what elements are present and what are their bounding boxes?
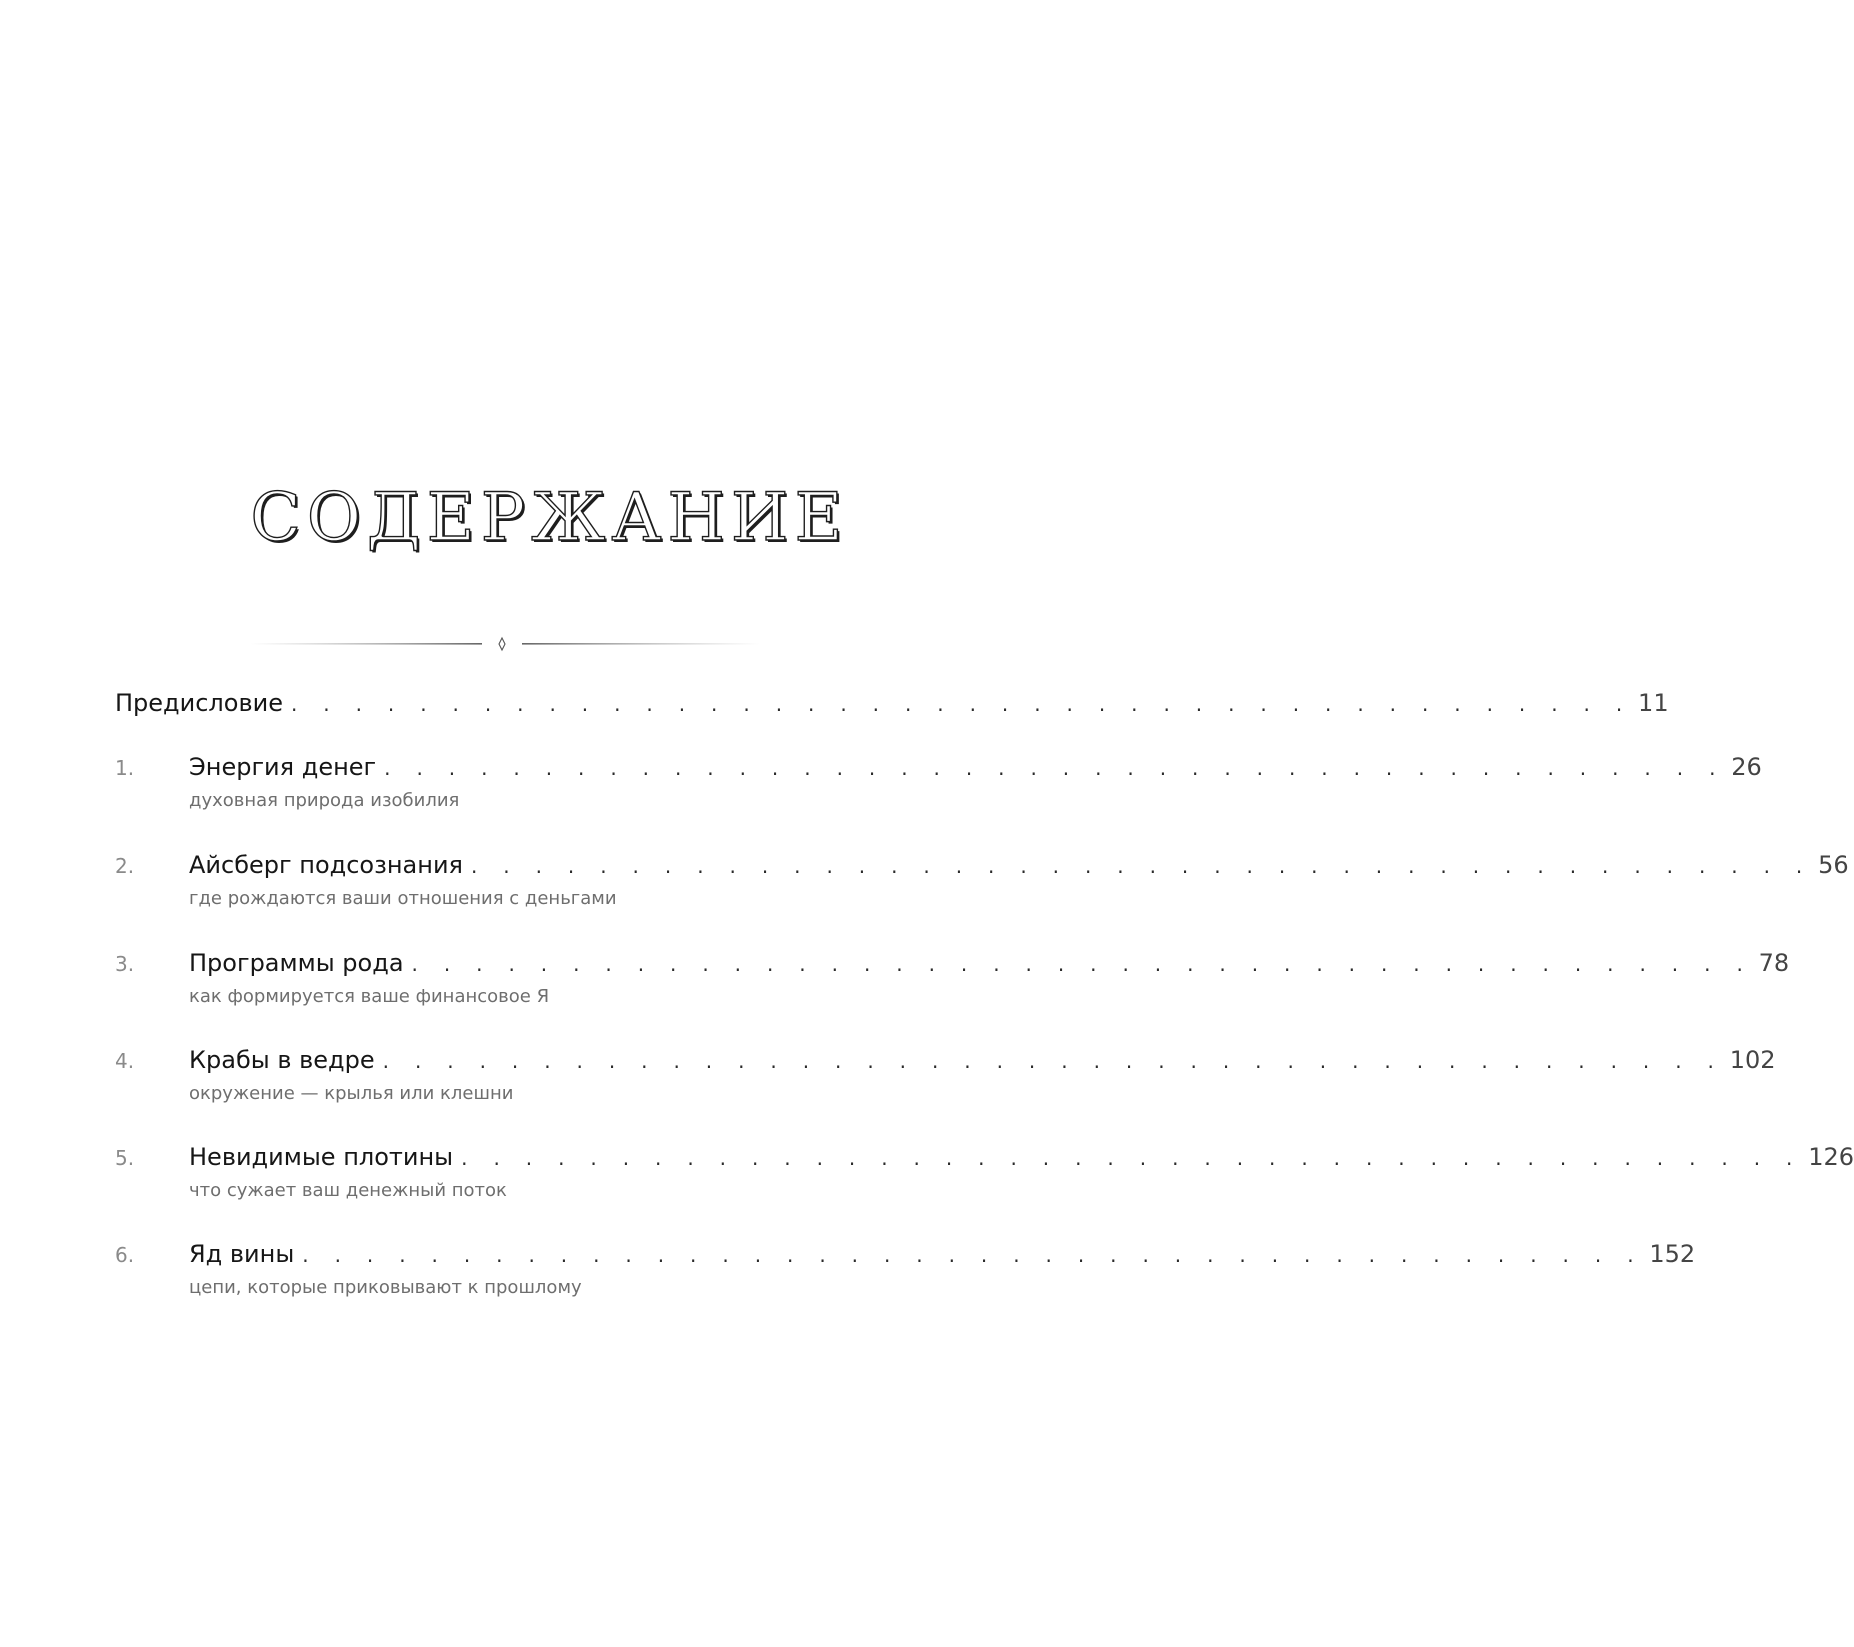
toc-entry-title: Энергия денег — [189, 753, 377, 781]
chapter-subtitle: окружение — крылья или клешни — [189, 1083, 514, 1104]
dot-leader: . . . . . . . . . . . . . . . . . . . . . . . . . . . . . . . . . . . . . . . . . . — [470, 854, 1813, 878]
toc-entry-page-number: 78 — [1758, 949, 1790, 977]
dot-leader: . . . . . . . . . . . . . . . . . . . . . . . . . . . . . . . . . . . . . . . . . . — [411, 952, 1753, 976]
chapter-subtitle: где рождаются ваши отношения с деньгами — [189, 888, 617, 909]
toc-entry-page-number: 152 — [1649, 1240, 1696, 1268]
chapter-number: 1. — [115, 756, 135, 780]
dot-leader: . . . . . . . . . . . . . . . . . . . . . . . . . . . . . . . . . . . . . . . . . . — [382, 1049, 1724, 1073]
toc-entry-title: Яд вины — [189, 1240, 295, 1268]
toc-entry-title: Айсберг подсознания — [189, 851, 463, 879]
toc-entry-title: Предисловие — [115, 689, 283, 717]
page-title: СОДЕРЖАНИЕ — [250, 479, 849, 556]
chapter-number: 6. — [115, 1243, 135, 1267]
chapter-number: 3. — [115, 952, 135, 976]
chapter-number: 5. — [115, 1146, 135, 1170]
dot-leader: . . . . . . . . . . . . . . . . . . . . . . . . . . . . . . . . . . . . . . . . . . — [290, 692, 1633, 716]
toc-entry-page-number: 11 — [1638, 689, 1669, 717]
toc-entry-page-number: 102 — [1729, 1046, 1776, 1074]
chapter-subtitle: как формируется ваше финансовое Я — [189, 986, 550, 1007]
toc-entry-chapter-1[interactable] — [115, 750, 1762, 784]
chapter-subtitle: цепи, которые приковывают к прошлому — [189, 1277, 582, 1298]
chapter-subtitle: что сужает ваш денежный поток — [189, 1180, 507, 1201]
chapter-number: 2. — [115, 854, 135, 878]
dot-leader: . . . . . . . . . . . . . . . . . . . . . . . . . . . . . . . . . . . . . . . . . . — [384, 756, 1726, 780]
toc-entry-page-number: 56 — [1818, 851, 1849, 879]
toc-entry-chapter-3[interactable] — [115, 946, 1790, 980]
toc-entry-title: Крабы в ведре — [189, 1046, 375, 1074]
chapter-subtitle: духовная природа изобилия — [189, 790, 460, 811]
toc-entry-chapter-2[interactable] — [115, 848, 1849, 882]
dot-leader: . . . . . . . . . . . . . . . . . . . . . . . . . . . . . . . . . . . . . . . . . . — [461, 1146, 1803, 1170]
dot-leader: . . . . . . . . . . . . . . . . . . . . . . . . . . . . . . . . . . . . . . . . . . — [302, 1243, 1644, 1267]
toc-entry-title: Невидимые плотины — [189, 1143, 454, 1171]
toc-entry-preface[interactable] — [115, 686, 1669, 720]
title-divider-ornament — [250, 636, 760, 652]
toc-entry-title: Программы рода — [189, 949, 404, 977]
toc-entry-page-number: 126 — [1808, 1143, 1854, 1171]
toc-entry-chapter-6[interactable] — [115, 1237, 1696, 1271]
toc-entry-chapter-4[interactable] — [115, 1043, 1776, 1077]
chapter-number: 4. — [115, 1049, 135, 1073]
toc-entry-chapter-5[interactable] — [115, 1140, 1854, 1174]
toc-entry-page-number: 26 — [1731, 753, 1762, 781]
